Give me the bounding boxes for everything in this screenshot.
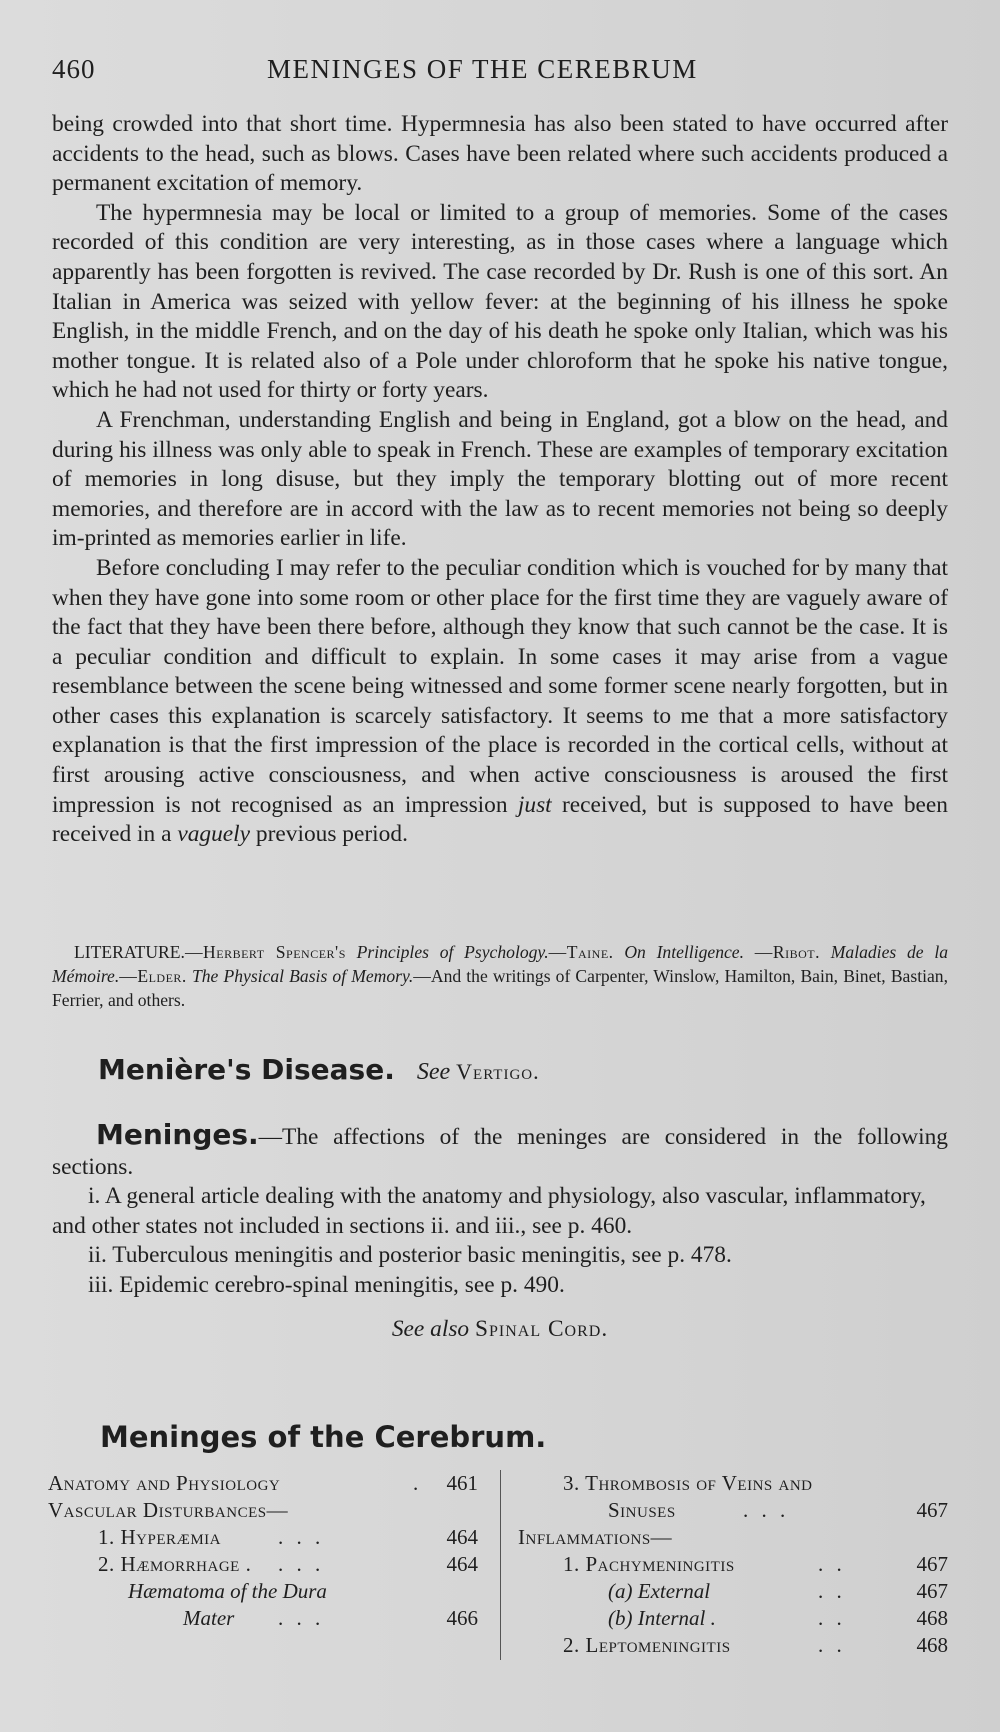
toc-leader-dots: . . .: [743, 1498, 790, 1522]
toc-page-number: 467: [916, 1498, 948, 1522]
paragraph-4-part-a: Before concluding I may refer to the peculiar condition which is vouched for by many that when they have gone into some room or other place for the first time they are vaguely aware of the fact that they have been there before, although they know that such cannot be the case. It is a peculiar condition and difficult to explain. In some cases it may arise from a vague resemblance between the scene being witnessed and some former scene nearly forgotten, but in other cases this explanation is scarcely satisfactory. It seems to me that a more satisfactory explanation is that the first impression of the place is recorded in the cortical cells, without at first arousing active consciousness, and when active consciousness is aroused the first impression is not recognised as an impression: [52, 554, 948, 818]
paragraph-4-part-c: previous period.: [250, 821, 408, 848]
cerebrum-heading: Meninges of the Cerebrum.: [100, 1420, 547, 1454]
toc-row: [518, 1605, 948, 1632]
author-spencer: —Herbert Spencer's: [184, 942, 346, 962]
meninges-section-2: ii. Tuberculous meningitis and posterior basic meningitis, see p. 478.: [88, 1242, 732, 1269]
toc-label: Mater: [183, 1606, 235, 1630]
toc-label: (a) External: [608, 1579, 711, 1603]
toc-row: [518, 1497, 948, 1524]
toc-left-column: [48, 1470, 478, 1632]
toc-leader-dots: . .: [818, 1579, 846, 1603]
work-taine: On Intelligence.: [624, 942, 745, 962]
toc-row: [48, 1524, 478, 1551]
toc-right-column: [518, 1470, 948, 1659]
literature-references: [52, 940, 948, 1012]
meninges-heading: Meninges.: [96, 1118, 259, 1151]
work-ribot: Maladies de la Mémoire.: [52, 942, 949, 986]
toc-divider: [500, 1470, 501, 1660]
toc-label: Anatomy and Physiology: [48, 1471, 281, 1495]
toc-label: 3. Thrombosis of Veins and: [563, 1471, 813, 1495]
see-also-ref: Spinal Cord.: [474, 1315, 609, 1342]
meninges-entry: [52, 1120, 948, 1344]
toc-page-number: 466: [446, 1606, 478, 1630]
paragraph-3: A Frenchman, understanding English and being in England, got a blow on the head, and during his illness was only able to speak in French. These are examples of temporary excitation of memories in long disuse, but they imply the temporary blotting out of more recent memories, and therefore are in accord with the law as to recent memories not being so deeply im-printed as memories earlier in life.: [52, 406, 948, 552]
toc-row: [518, 1578, 948, 1605]
toc-page-number: 468: [916, 1633, 948, 1657]
meninges-intro: [52, 1120, 948, 1182]
meniere-entry: [98, 1053, 948, 1086]
author-ribot: —Ribot.: [754, 942, 820, 962]
meninges-section-3: iii. Epidemic cerebro-spinal meningitis, see p. 490.: [88, 1271, 565, 1298]
toc-label: Vascular Disturbances—: [48, 1498, 289, 1522]
author-elder: —Elder.: [119, 966, 187, 986]
emphasis-vaguely: vaguely: [177, 821, 251, 848]
toc-row: [518, 1632, 948, 1659]
toc-leader-dots: . . .: [278, 1552, 325, 1576]
toc-row: [48, 1551, 478, 1578]
running-title: MENINGES OF THE CEREBRUM: [267, 54, 698, 84]
work-elder: The Physical Basis of Memory.: [191, 966, 414, 986]
toc-row: [518, 1524, 948, 1551]
toc-leader-dots: . .: [818, 1633, 846, 1657]
toc-row: [518, 1470, 948, 1497]
meniere-heading: Menière's Disease.: [98, 1053, 395, 1086]
toc-row: [48, 1578, 478, 1605]
paragraph-1: being crowded into that short time. Hypermnesia has also been stated to have occurred after accidents to the head, such as blows. Cases have been related where such accidents produced a permanent excitation of memory.: [52, 111, 948, 197]
toc-label: 1. Pachymeningitis: [563, 1552, 735, 1576]
toc-label: (b) Internal .: [608, 1606, 716, 1630]
literature-tail: —And the writings of Carpenter, Winslow, Hamilton, Bain, Binet, Bastian, Ferrier, and others.: [52, 966, 948, 1010]
meniere-see: See: [416, 1059, 451, 1085]
toc-page-number: 467: [916, 1552, 948, 1576]
toc-leader-dots: . . .: [278, 1606, 325, 1630]
toc-row: [518, 1551, 948, 1578]
meninges-section-1: i. A general article dealing with the anatomy and physiology, also vascular, inflammatory, and other states not included in sections ii. and iii., see p. 460.: [52, 1183, 926, 1239]
toc-label: Inflammations—: [518, 1525, 673, 1549]
toc-page-number: 464: [446, 1525, 478, 1549]
toc-leader-dots: . .: [818, 1606, 846, 1630]
page-number: 460: [52, 54, 96, 84]
meniere-cross-ref: Vertigo.: [456, 1059, 540, 1084]
emphasis-just: just: [517, 791, 552, 818]
author-taine: —Taine.: [548, 942, 614, 962]
meninges-intro-text: —The affections of the meninges are considered in the following sections.: [52, 1124, 948, 1180]
toc-page-number: 464: [446, 1552, 478, 1576]
toc-label: 2. Leptomeningitis: [563, 1633, 731, 1657]
work-spencer: Principles of Psychology.: [356, 942, 549, 962]
toc-leader-dots: . . .: [278, 1525, 325, 1549]
toc-page-number: 467: [916, 1579, 948, 1603]
meninges-see-also: [52, 1315, 948, 1345]
toc-page-number: 468: [916, 1606, 948, 1630]
paragraph-4: [52, 554, 948, 850]
toc-leader-dots: . .: [818, 1552, 846, 1576]
paragraph-4-part-b: received, but is supposed to have been received in a: [52, 791, 948, 848]
toc-label: Sinuses: [608, 1498, 676, 1522]
toc-row: [48, 1470, 478, 1497]
toc-row: [48, 1497, 478, 1524]
see-also-label: See also: [391, 1315, 470, 1342]
toc-label: 2. Hæmorrhage .: [98, 1552, 252, 1576]
toc-label: 1. Hyperæmia: [98, 1525, 222, 1549]
main-text: [52, 110, 948, 850]
paragraph-2: The hypermnesia may be local or limited to a group of memories. Some of the cases recorded of this condition are very interesting, as in those cases where a language which apparently has been forgotten is revived. The case recorded by Dr. Rush is one of this sort. An Italian in America was seized with yellow fever: at the beginning of his illness he spoke English, in the middle French, and on the day of his death he spoke only Italian, which was his mother tongue. It is related also of a Pole under chloroform that he spoke his native tongue, which he had not used for thirty or forty years.: [52, 199, 948, 404]
toc-label: Hæmatoma of the Dura: [128, 1579, 327, 1603]
toc-row: [48, 1605, 478, 1632]
literature-label: LITERATURE.: [74, 942, 185, 962]
toc-leader-dots: .: [413, 1471, 423, 1495]
toc-page-number: 461: [446, 1471, 478, 1495]
